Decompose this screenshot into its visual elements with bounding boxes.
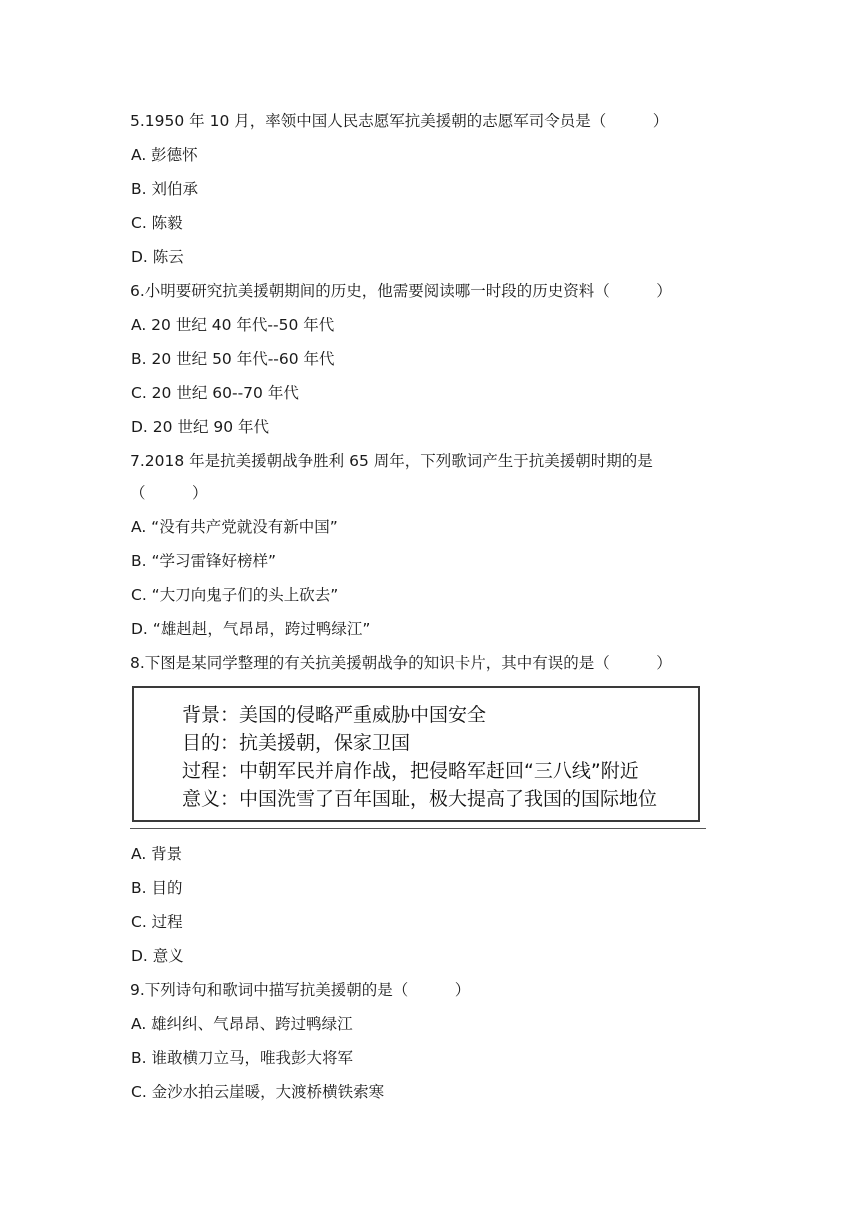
q9-option-c: C. 金沙水拍云崖暖，大渡桥横铁索寒 <box>131 1083 385 1101</box>
q6-stem: 6.小明要研究抗美援朝期间的历史，他需要阅读哪一时段的历史资料（ ） <box>130 282 672 300</box>
q6-option-d: D. 20 世纪 90 年代 <box>131 418 270 436</box>
q7-option-b: B. “学习雷锋好榜样” <box>131 552 277 570</box>
card-line-process: 过程：中朝军民并肩作战，把侵略军赶回“三八线”附近 <box>182 760 639 782</box>
q7-option-c: C. “大刀向鬼子们的头上砍去” <box>131 586 339 604</box>
q9-stem: 9.下列诗句和歌词中描写抗美援朝的是（ ） <box>130 981 471 999</box>
card-line-background: 背景：美国的侵略严重威胁中国安全 <box>182 704 487 726</box>
q5-option-b: B. 刘伯承 <box>131 180 198 198</box>
q5-stem: 5.1950 年 10 月，率领中国人民志愿军抗美援朝的志愿军司令员是（ ） <box>130 112 669 130</box>
q7-option-d: D. “雄赳赳，气昂昂，跨过鸭绿江” <box>131 620 371 638</box>
q8-option-c: C. 过程 <box>131 913 183 931</box>
q8-option-b: B. 目的 <box>131 879 183 897</box>
card-line-purpose: 目的：抗美援朝，保家卫国 <box>182 732 411 754</box>
q8-option-d: D. 意义 <box>131 947 184 965</box>
q7-stem-bracket: （ ） <box>130 484 208 502</box>
q6-option-c: C. 20 世纪 60--70 年代 <box>131 384 299 402</box>
q8-option-a: A. 背景 <box>131 845 183 863</box>
q5-option-a: A. 彭德怀 <box>131 146 198 164</box>
q6-option-a: A. 20 世纪 40 年代--50 年代 <box>131 316 335 334</box>
q5-option-c: C. 陈毅 <box>131 214 183 232</box>
q5-option-d: D. 陈云 <box>131 248 184 266</box>
knowledge-card <box>132 686 700 822</box>
card-underline <box>130 828 706 829</box>
q9-option-b: B. 谁敢横刀立马，唯我彭大将军 <box>131 1049 353 1067</box>
card-line-significance: 意义：中国洗雪了百年国耻，极大提高了我国的国际地位 <box>182 788 658 810</box>
q6-option-b: B. 20 世纪 50 年代--60 年代 <box>131 350 335 368</box>
q9-option-a: A. 雄纠纠、气昂昂、跨过鸭绿江 <box>131 1015 353 1033</box>
q8-stem: 8.下图是某同学整理的有关抗美援朝战争的知识卡片，其中有误的是（ ） <box>130 654 672 672</box>
q7-option-a: A. “没有共产党就没有新中国” <box>131 518 338 536</box>
q7-stem: 7.2018 年是抗美援朝战争胜利 65 周年，下列歌词产生于抗美援朝时期的是 <box>130 452 653 470</box>
